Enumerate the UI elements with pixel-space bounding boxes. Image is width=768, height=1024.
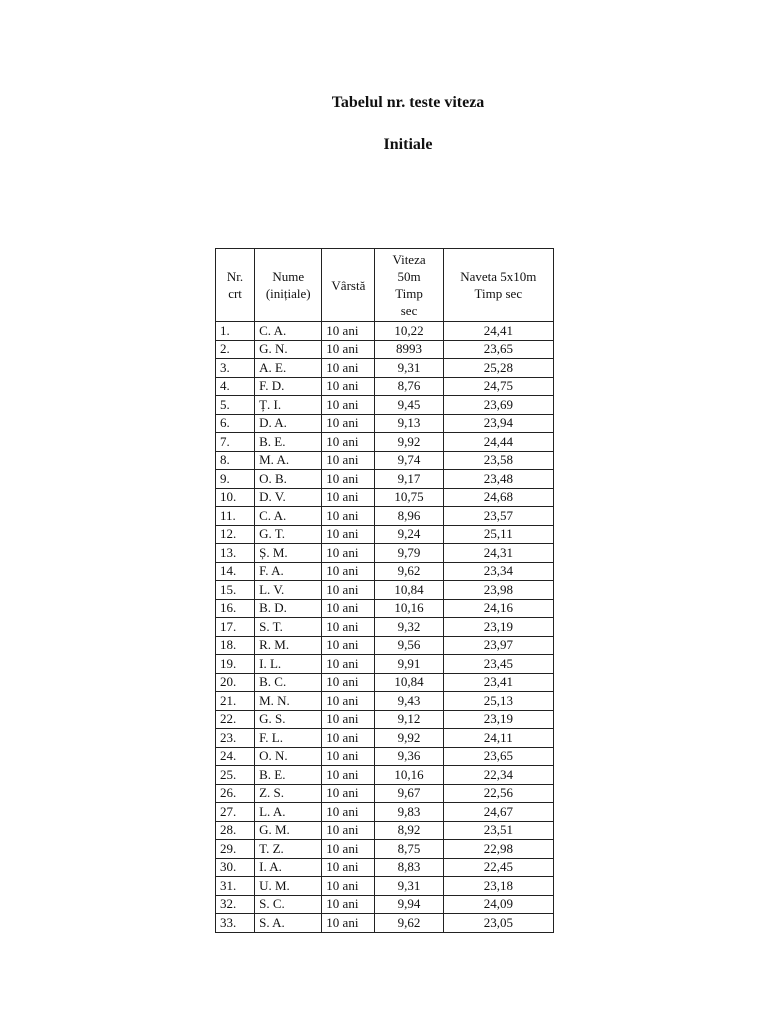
cell-varsta: 10 ani	[322, 507, 375, 526]
cell-viteza-50m: 9,24	[375, 525, 443, 544]
table-row	[216, 858, 554, 877]
cell-nume: Z. S.	[255, 784, 322, 803]
cell-varsta: 10 ani	[322, 710, 375, 729]
cell-viteza-50m: 8,92	[375, 821, 443, 840]
cell-nr: 18.	[216, 636, 255, 655]
cell-viteza-50m: 8993	[375, 340, 443, 359]
cell-nume: D. A.	[255, 414, 322, 433]
cell-varsta: 10 ani	[322, 377, 375, 396]
table-row	[216, 544, 554, 563]
table-row	[216, 655, 554, 674]
cell-varsta: 10 ani	[322, 618, 375, 637]
table-row	[216, 636, 554, 655]
cell-naveta: 23,57	[443, 507, 553, 526]
cell-nr: 32.	[216, 895, 255, 914]
cell-viteza-50m: 9,17	[375, 470, 443, 489]
cell-varsta: 10 ani	[322, 692, 375, 711]
cell-naveta: 22,98	[443, 840, 553, 859]
cell-varsta: 10 ani	[322, 396, 375, 415]
cell-viteza-50m: 9,62	[375, 562, 443, 581]
cell-nr: 5.	[216, 396, 255, 415]
cell-nr: 22.	[216, 710, 255, 729]
table-row	[216, 562, 554, 581]
cell-nr: 8.	[216, 451, 255, 470]
cell-naveta: 25,28	[443, 359, 553, 378]
table-row	[216, 895, 554, 914]
cell-nr: 17.	[216, 618, 255, 637]
cell-nume: S. A.	[255, 914, 322, 933]
cell-naveta: 23,41	[443, 673, 553, 692]
cell-nr: 6.	[216, 414, 255, 433]
header-line: Timp sec	[474, 286, 523, 301]
cell-viteza-50m: 9,31	[375, 877, 443, 896]
cell-varsta: 10 ani	[322, 433, 375, 452]
cell-nume: I. A.	[255, 858, 322, 877]
cell-nume: O. B.	[255, 470, 322, 489]
header-line: Vârstă	[331, 277, 366, 293]
cell-viteza-50m: 9,32	[375, 618, 443, 637]
cell-nume: S. C.	[255, 895, 322, 914]
cell-varsta: 10 ani	[322, 359, 375, 378]
cell-viteza-50m: 8,96	[375, 507, 443, 526]
header-line: Nume	[272, 269, 305, 284]
table-row	[216, 914, 554, 933]
cell-nume: B. E.	[255, 766, 322, 785]
cell-naveta: 24,44	[443, 433, 553, 452]
cell-naveta: 23,65	[443, 747, 553, 766]
cell-nr: 7.	[216, 433, 255, 452]
table-row	[216, 766, 554, 785]
table-row	[216, 692, 554, 711]
cell-viteza-50m: 10,22	[375, 322, 443, 341]
table-row	[216, 747, 554, 766]
header-viteza-50m	[375, 249, 443, 322]
table-row	[216, 618, 554, 637]
cell-nume: F. L.	[255, 729, 322, 748]
header-nume	[255, 249, 322, 322]
table-row	[216, 377, 554, 396]
header-line: Timp	[395, 286, 423, 301]
cell-nr: 30.	[216, 858, 255, 877]
cell-viteza-50m: 9,79	[375, 544, 443, 563]
cell-nr: 23.	[216, 729, 255, 748]
cell-nume: M. N.	[255, 692, 322, 711]
cell-viteza-50m: 9,13	[375, 414, 443, 433]
cell-viteza-50m: 9,36	[375, 747, 443, 766]
cell-nume: B. D.	[255, 599, 322, 618]
cell-varsta: 10 ani	[322, 673, 375, 692]
cell-nume: U. M.	[255, 877, 322, 896]
cell-nr: 11.	[216, 507, 255, 526]
cell-naveta: 25,13	[443, 692, 553, 711]
cell-naveta: 24,31	[443, 544, 553, 563]
header-line: crt	[228, 286, 242, 301]
cell-naveta: 23,19	[443, 710, 553, 729]
cell-nr: 14.	[216, 562, 255, 581]
header-line: Naveta 5x10m	[460, 269, 537, 284]
table-row	[216, 433, 554, 452]
cell-nume: G. S.	[255, 710, 322, 729]
cell-naveta: 24,75	[443, 377, 553, 396]
document-title: Tabelul nr. teste viteza	[331, 94, 485, 111]
cell-nume: B. C.	[255, 673, 322, 692]
cell-varsta: 10 ani	[322, 766, 375, 785]
cell-naveta: 23,58	[443, 451, 553, 470]
cell-viteza-50m: 9,45	[375, 396, 443, 415]
cell-nr: 27.	[216, 803, 255, 822]
cell-naveta: 23,45	[443, 655, 553, 674]
cell-nr: 29.	[216, 840, 255, 859]
header-line: Viteza	[392, 252, 426, 267]
cell-nume: D. V.	[255, 488, 322, 507]
cell-naveta: 23,19	[443, 618, 553, 637]
cell-nume: I. L.	[255, 655, 322, 674]
cell-nr: 9.	[216, 470, 255, 489]
cell-varsta: 10 ani	[322, 821, 375, 840]
cell-varsta: 10 ani	[322, 877, 375, 896]
header-nr-crt	[216, 249, 255, 322]
cell-nume: Ș. M.	[255, 544, 322, 563]
cell-naveta: 23,69	[443, 396, 553, 415]
cell-viteza-50m: 10,16	[375, 766, 443, 785]
table-row	[216, 784, 554, 803]
cell-nume: G. T.	[255, 525, 322, 544]
table-row	[216, 710, 554, 729]
cell-nume: G. M.	[255, 821, 322, 840]
cell-naveta: 23,48	[443, 470, 553, 489]
cell-viteza-50m: 9,83	[375, 803, 443, 822]
cell-naveta: 23,94	[443, 414, 553, 433]
cell-nume: T. Z.	[255, 840, 322, 859]
table-row	[216, 803, 554, 822]
results-table	[215, 248, 554, 933]
table-row	[216, 525, 554, 544]
cell-varsta: 10 ani	[322, 488, 375, 507]
header-line: 50m	[397, 269, 421, 284]
cell-naveta: 22,34	[443, 766, 553, 785]
document-subtitle: Initiale	[383, 136, 433, 153]
table-row	[216, 599, 554, 618]
cell-naveta: 24,16	[443, 599, 553, 618]
cell-varsta: 10 ani	[322, 322, 375, 341]
cell-nr: 26.	[216, 784, 255, 803]
cell-nume: M. A.	[255, 451, 322, 470]
cell-naveta: 23,18	[443, 877, 553, 896]
header-row	[216, 249, 554, 322]
table-row	[216, 322, 554, 341]
header-line: Nr.	[226, 269, 244, 284]
cell-naveta: 24,09	[443, 895, 553, 914]
table-row	[216, 340, 554, 359]
cell-varsta: 10 ani	[322, 525, 375, 544]
cell-nume: O. N.	[255, 747, 322, 766]
cell-naveta: 24,41	[443, 322, 553, 341]
cell-viteza-50m: 10,84	[375, 673, 443, 692]
cell-viteza-50m: 9,56	[375, 636, 443, 655]
cell-viteza-50m: 10,75	[375, 488, 443, 507]
table-header	[216, 249, 554, 322]
cell-nume: L. A.	[255, 803, 322, 822]
cell-nr: 1.	[216, 322, 255, 341]
cell-viteza-50m: 8,76	[375, 377, 443, 396]
cell-viteza-50m: 9,62	[375, 914, 443, 933]
cell-varsta: 10 ani	[322, 581, 375, 600]
cell-varsta: 10 ani	[322, 729, 375, 748]
cell-naveta: 24,11	[443, 729, 553, 748]
cell-nr: 20.	[216, 673, 255, 692]
header-naveta	[443, 249, 553, 322]
cell-naveta: 23,98	[443, 581, 553, 600]
cell-varsta: 10 ani	[322, 840, 375, 859]
table-row	[216, 396, 554, 415]
cell-varsta: 10 ani	[322, 470, 375, 489]
cell-naveta: 23,51	[443, 821, 553, 840]
cell-varsta: 10 ani	[322, 562, 375, 581]
cell-nume: C. A.	[255, 507, 322, 526]
cell-varsta: 10 ani	[322, 914, 375, 933]
cell-varsta: 10 ani	[322, 655, 375, 674]
table-row	[216, 673, 554, 692]
cell-nume: S. T.	[255, 618, 322, 637]
cell-nume: A. E.	[255, 359, 322, 378]
table-row	[216, 470, 554, 489]
cell-nr: 28.	[216, 821, 255, 840]
cell-varsta: 10 ani	[322, 747, 375, 766]
cell-nr: 33.	[216, 914, 255, 933]
cell-nr: 21.	[216, 692, 255, 711]
cell-viteza-50m: 9,92	[375, 433, 443, 452]
cell-naveta: 24,68	[443, 488, 553, 507]
cell-nr: 2.	[216, 340, 255, 359]
cell-nr: 25.	[216, 766, 255, 785]
table-row	[216, 488, 554, 507]
table-row	[216, 729, 554, 748]
cell-viteza-50m: 9,91	[375, 655, 443, 674]
cell-varsta: 10 ani	[322, 414, 375, 433]
table-row	[216, 821, 554, 840]
cell-viteza-50m: 8,83	[375, 858, 443, 877]
cell-nr: 12.	[216, 525, 255, 544]
cell-viteza-50m: 10,16	[375, 599, 443, 618]
cell-viteza-50m: 8,75	[375, 840, 443, 859]
header-varsta	[322, 249, 375, 322]
cell-varsta: 10 ani	[322, 340, 375, 359]
cell-viteza-50m: 9,43	[375, 692, 443, 711]
cell-nr: 24.	[216, 747, 255, 766]
table-row	[216, 581, 554, 600]
cell-varsta: 10 ani	[322, 636, 375, 655]
cell-viteza-50m: 9,12	[375, 710, 443, 729]
cell-varsta: 10 ani	[322, 784, 375, 803]
cell-nume: L. V.	[255, 581, 322, 600]
cell-nr: 15.	[216, 581, 255, 600]
cell-nr: 31.	[216, 877, 255, 896]
cell-nume: R. M.	[255, 636, 322, 655]
table-body	[216, 322, 554, 933]
table-row	[216, 359, 554, 378]
cell-naveta: 24,67	[443, 803, 553, 822]
header-line: (inițiale)	[265, 286, 311, 301]
cell-varsta: 10 ani	[322, 858, 375, 877]
table-row	[216, 451, 554, 470]
cell-naveta: 22,56	[443, 784, 553, 803]
cell-nr: 4.	[216, 377, 255, 396]
cell-viteza-50m: 9,31	[375, 359, 443, 378]
cell-nr: 13.	[216, 544, 255, 563]
cell-naveta: 23,05	[443, 914, 553, 933]
cell-viteza-50m: 9,74	[375, 451, 443, 470]
cell-nume: B. E.	[255, 433, 322, 452]
cell-varsta: 10 ani	[322, 599, 375, 618]
cell-naveta: 23,65	[443, 340, 553, 359]
cell-varsta: 10 ani	[322, 803, 375, 822]
cell-naveta: 23,34	[443, 562, 553, 581]
cell-varsta: 10 ani	[322, 544, 375, 563]
cell-viteza-50m: 9,92	[375, 729, 443, 748]
cell-nr: 19.	[216, 655, 255, 674]
cell-varsta: 10 ani	[322, 451, 375, 470]
cell-viteza-50m: 9,67	[375, 784, 443, 803]
table-row	[216, 840, 554, 859]
cell-viteza-50m: 9,94	[375, 895, 443, 914]
cell-nume: F. A.	[255, 562, 322, 581]
cell-nume: F. D.	[255, 377, 322, 396]
table-row	[216, 507, 554, 526]
cell-nume: Ț. I.	[255, 396, 322, 415]
cell-nume: G. N.	[255, 340, 322, 359]
cell-naveta: 23,97	[443, 636, 553, 655]
cell-nr: 10.	[216, 488, 255, 507]
cell-varsta: 10 ani	[322, 895, 375, 914]
table-row	[216, 877, 554, 896]
cell-nume: C. A.	[255, 322, 322, 341]
cell-viteza-50m: 10,84	[375, 581, 443, 600]
cell-naveta: 25,11	[443, 525, 553, 544]
table-row	[216, 414, 554, 433]
cell-naveta: 22,45	[443, 858, 553, 877]
cell-nr: 16.	[216, 599, 255, 618]
cell-nr: 3.	[216, 359, 255, 378]
header-line: sec	[400, 303, 418, 318]
